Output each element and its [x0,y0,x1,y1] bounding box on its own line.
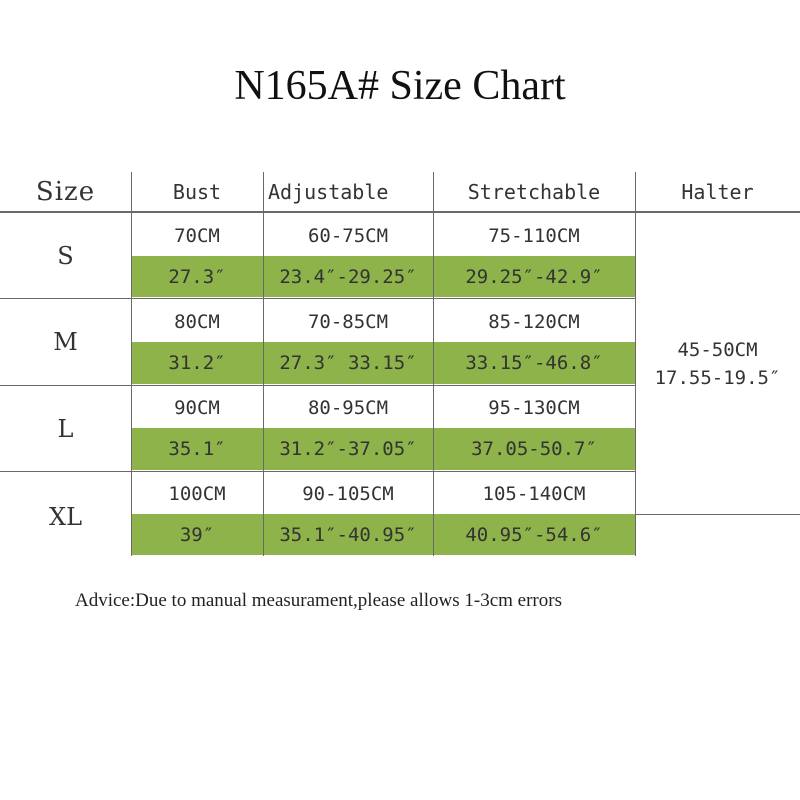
adjustable-inch: 23.4″-29.25″ [279,265,417,288]
stretchable-inch: 40.95″-54.6″ [465,523,603,546]
page-title: N165A# Size Chart [234,63,566,109]
size-label: M [53,328,78,356]
header-adjustable: Adjustable [268,180,389,204]
halter-cm: 45-50CM [677,338,758,361]
grid-line [0,211,800,213]
grid-line [0,471,635,472]
grid-line [131,172,132,556]
grid-line [0,385,635,386]
size-label: L [57,414,74,443]
bust-cm: 70CM [174,224,220,247]
bust-inch: 31.2″ [168,352,226,374]
header-bust: Bust [172,180,222,204]
halter-value [635,213,800,514]
bust-inch: 35.1″ [168,438,226,460]
stretchable-cm: 75-110CM [488,224,580,247]
bust-inch: 27.3″ [168,265,226,288]
adjustable-cm: 60-75CM [307,224,389,247]
stretchable-inch: 37.05-50.7″ [471,438,597,460]
size-label: S [57,241,74,270]
halter-inch: 17.55-19.5″ [654,366,781,389]
grid-line [263,172,264,556]
stretchable-inch: 33.15″-46.8″ [465,352,603,374]
header-size: Size [35,177,96,207]
adjustable-cm: 70-85CM [307,310,389,333]
bust-inch: 39″ [179,523,215,546]
advice-note: Advice:Due to manual measurament,please allows 1-3cm errors [75,590,562,611]
size-label: XL [48,503,83,531]
header-halter: Halter [681,180,754,204]
adjustable-inch: 31.2″-37.05″ [279,438,417,460]
adjustable-cm: 80-95CM [307,397,389,419]
grid-line [433,172,434,556]
stretchable-inch: 29.25″-42.9″ [465,265,603,288]
adjustable-cm: 90-105CM [302,483,394,505]
grid-line [0,298,635,299]
header-stretchable: Stretchable [467,180,601,204]
adjustable-inch: 35.1″-40.95″ [279,523,417,546]
grid-line [635,514,800,515]
stretchable-cm: 95-130CM [488,397,580,419]
grid-line [635,172,636,556]
adjustable-inch: 27.3″ 33.15″ [279,352,417,374]
stretchable-cm: 105-140CM [482,483,586,505]
stretchable-cm: 85-120CM [488,310,580,333]
bust-cm: 100CM [168,483,226,505]
bust-cm: 90CM [174,397,220,419]
bust-cm: 80CM [174,310,220,333]
